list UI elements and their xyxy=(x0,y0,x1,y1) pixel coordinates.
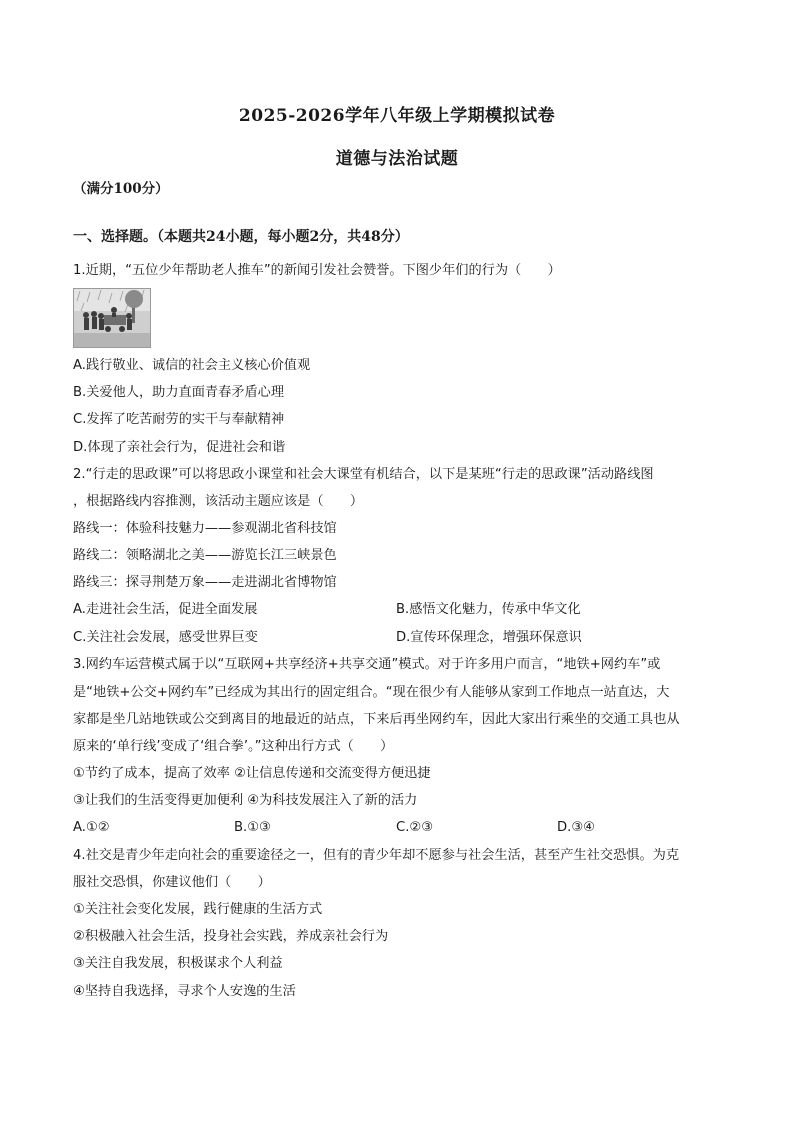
q2-stem-line2: ，根据路线内容推测，该活动主题应该是（ ） xyxy=(73,494,364,509)
q2-stem-line1: 2.“行走的思政课”可以将思政小课堂和社会大课堂有机结合，以下是某班“行走的思政课”活动路线图 xyxy=(73,467,654,482)
q2-option-d: D.宣传环保理念，增强环保意识 xyxy=(396,630,582,645)
q2-route-3: 路线三：探寻荆楚万象——走进湖北省博物馆 xyxy=(73,575,337,590)
q4-statement-1: ①关注社会变化发展，践行健康的生活方式 xyxy=(73,902,323,917)
q3-option-b: B.①③ xyxy=(234,820,271,835)
q3-option-d: D.③④ xyxy=(557,820,595,835)
full-score: （满分100分） xyxy=(73,181,169,197)
q4-stem-line2: 服社交恐惧，你建议他们（ ） xyxy=(73,875,271,890)
q3-statements-1: ①节约了成本，提高了效率 ②让信息传递和交流变得方便迅捷 xyxy=(73,766,431,781)
q1-option-a: A.践行敬业、诚信的社会主义核心价值观 xyxy=(73,358,311,373)
q1-option-d: D.体现了亲社会行为，促进社会和谐 xyxy=(73,440,286,455)
q3-stem-line4: 原来的‘单行线’变成了‘组合拳’。”这种出行方式（ ） xyxy=(73,739,394,754)
q2-option-c: C.关注社会发展，感受世界巨变 xyxy=(73,630,258,645)
q2-route-1: 路线一：体验科技魅力——参观湖北省科技馆 xyxy=(73,521,337,536)
q1-stem: 1.近期，“五位少年帮助老人推车”的新闻引发社会赞誉。下图少年们的行为（ ） xyxy=(73,263,561,278)
q4-statement-3: ③关注自我发展，积极谋求个人利益 xyxy=(73,956,283,971)
exam-subtitle: 道德与法治试题 xyxy=(335,149,459,169)
q4-statement-2: ②积极融入社会生活，投身社会实践，养成亲社会行为 xyxy=(73,929,389,944)
q4-statement-4: ④坚持自我选择，寻求个人安逸的生活 xyxy=(73,984,296,999)
q4-stem-line1: 4.社交是青少年走向社会的重要途径之一，但有的青少年却不愿参与社会生活，甚至产生社交恐惧。为克 xyxy=(73,848,680,863)
q3-option-c: C.②③ xyxy=(396,820,434,835)
section-heading: 一、选择题。（本题共24小题，每小题2分，共48分） xyxy=(73,229,409,245)
exam-title: 2025-2026学年八年级上学期模拟试卷 xyxy=(238,106,556,126)
q2-route-2: 路线二：领略湖北之美——游览长江三峡景色 xyxy=(73,548,337,563)
q2-option-b: B.感悟文化魅力，传承中华文化 xyxy=(396,602,581,617)
photo-youths-pushing-cart-icon xyxy=(73,288,151,348)
q3-stem-line2: 是“地铁+公交+网约车”已经成为其出行的固定组合。“现在很少有人能够从家到工作地点一站直达，大 xyxy=(73,685,670,700)
q1-option-c: C.发挥了吃苦耐劳的实干与奉献精神 xyxy=(73,412,285,427)
q3-stem-line1: 3.网约车运营模式属于以“互联网+共享经济+共享交通”模式。对于许多用户而言，“地铁+网约车”或 xyxy=(73,657,661,672)
q3-statements-2: ③让我们的生活变得更加便利 ④为科技发展注入了新的活力 xyxy=(73,793,418,808)
q3-stem-line3: 家都是坐几站地铁或公交到离目的地最近的站点，下来后再坐网约车，因此大家出行乘坐的交通工具也从 xyxy=(73,712,680,727)
q1-option-b: B.关爱他人，助力直面青春矛盾心理 xyxy=(73,385,285,400)
q2-option-a: A.走进社会生活，促进全面发展 xyxy=(73,602,258,617)
q3-option-a: A.①② xyxy=(73,820,110,835)
